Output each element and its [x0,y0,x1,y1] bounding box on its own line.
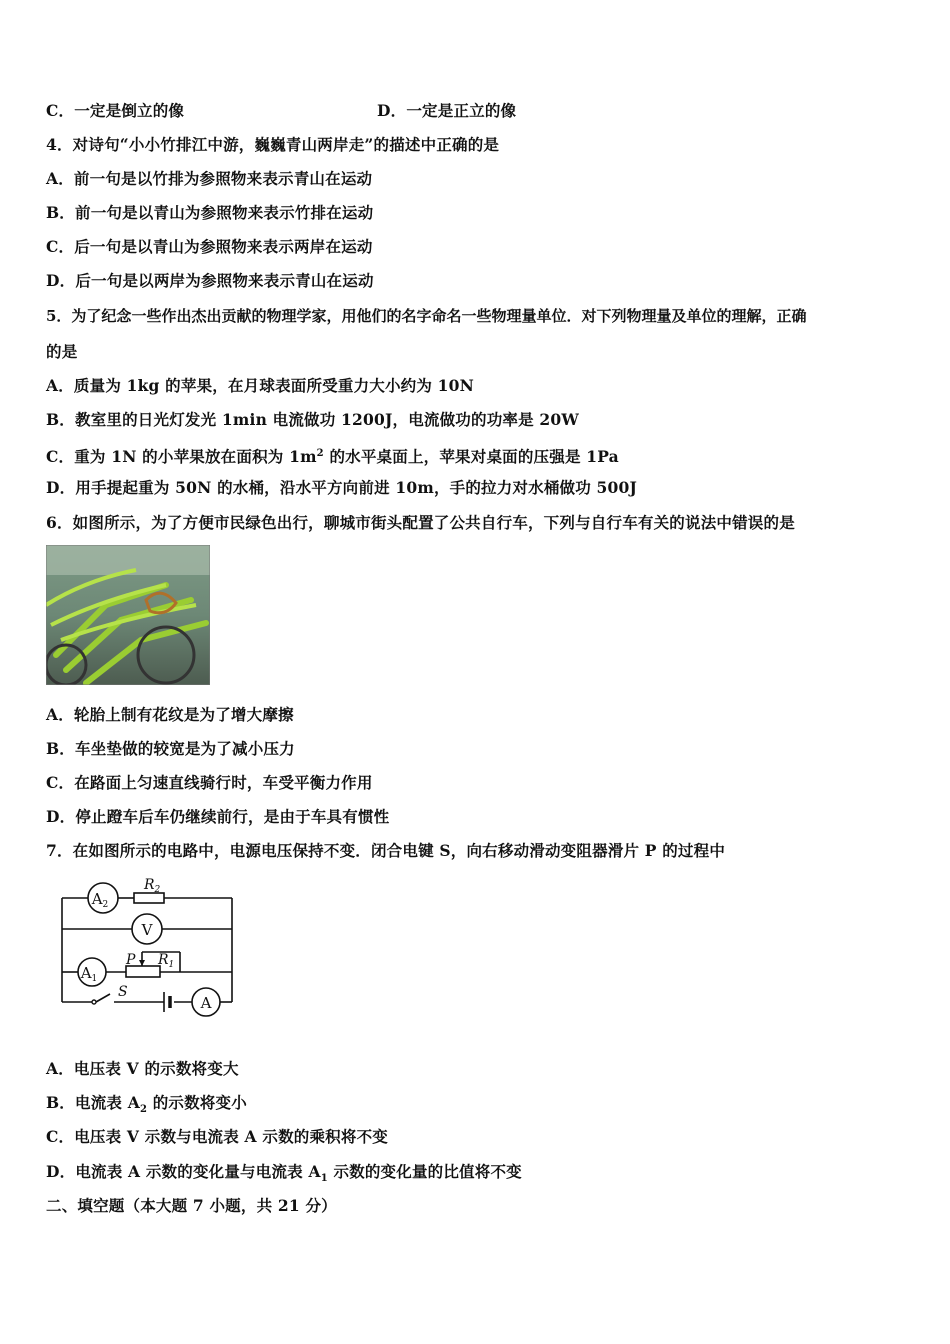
q5-option-c-text-end: 的水平桌面上，苹果对桌面的压强是 1Pa [323,447,619,467]
q5-option-d: D．用手提起重为 50N 的水桶，沿水平方向前进 10m，手的拉力对水桶做功 500J [46,478,638,497]
section-two-heading: 二、填空题（本大题 7 小题，共 21 分） [46,1196,337,1215]
resistor-r2-label: $R_2$ [144,877,161,895]
ammeter-a1-label: $A_1$ [80,964,98,984]
q4-stem: 4．对诗句“小小竹排江中游，巍巍青山两岸走”的描述中正确的是 [46,135,500,154]
q7-option-b-text: B．电流表 A [46,1093,140,1112]
q5-option-c [46,444,619,467]
q6-option-c: C．在路面上匀速直线骑行时，车受平衡力作用 [46,773,373,792]
q6-option-a: A．轮胎上制有花纹是为了增大摩擦 [46,705,294,724]
q5-stem-line2: 的是 [46,342,78,361]
q7-option-d-text-end: 示数的变化量的比值将不变 [327,1162,522,1181]
rheostat-r1-label: $R_1$ [158,952,175,970]
q7-option-a: A．电压表 V 的示数将变大 [46,1059,239,1078]
q7-option-c: C．电压表 V 示数与电流表 A 示数的乘积将不变 [46,1127,388,1146]
q4-option-d: D．后一句是以两岸为参照物来表示青山在运动 [46,271,374,290]
q5-option-b: B．教室里的日光灯发光 1min 电流做功 1200J，电流做功的功率是 20W [46,410,579,429]
slider-p-label: P [126,952,136,968]
q4-option-a: A．前一句是以竹排为参照物来表示青山在运动 [46,169,373,188]
circuit-diagram [56,876,246,1021]
q4-option-c: C．后一句是以青山为参照物来表示两岸在运动 [46,237,373,256]
voltmeter-v-label: V [141,921,153,939]
q7-stem: 7．在如图所示的电路中，电源电压保持不变．闭合电键 S，向右移动滑动变阻器滑片 P 的过程中 [46,841,726,860]
switch-s-label: S [118,984,128,1000]
q6-stem: 6．如图所示，为了方便市民绿色出行，聊城市街头配置了公共自行车，下列与自行车有关的说法中错误的是 [46,513,795,532]
bicycles-photo [46,545,210,685]
superscript: 2 [316,448,324,459]
subscript: 1 [320,1173,328,1185]
q3-option-c: C．一定是倒立的像 [46,101,185,120]
q4-option-b: B．前一句是以青山为参照物来表示竹排在运动 [46,203,374,222]
q6-option-b: B．车坐垫做的较宽是为了减小压力 [46,739,295,758]
subscript: 2 [139,1104,148,1116]
q5-option-a: A．质量为 1kg 的苹果，在月球表面所受重力大小约为 10N [46,376,475,395]
q7-option-b [46,1093,247,1120]
q5-option-c-text: C．重为 1N 的小苹果放在面积为 1m [46,447,317,467]
q3-option-d: D．一定是正立的像 [377,101,517,120]
q7-option-b-text-end: 的示数将变小 [147,1093,247,1112]
q7-option-d [46,1162,522,1189]
q5-stem-line1: 5．为了纪念一些作出杰出贡献的物理学家，用他们的名字命名一些物理量单位．对下列物理量及单位的理解，正确 [46,307,807,325]
q6-option-d: D．停止蹬车后车仍继续前行，是由于车具有惯性 [46,807,390,826]
q7-option-d-text: D．电流表 A 示数的变化量与电流表 A [46,1162,321,1181]
ammeter-a-label: A [200,994,212,1012]
ammeter-a2-label: $A_2$ [91,890,109,910]
